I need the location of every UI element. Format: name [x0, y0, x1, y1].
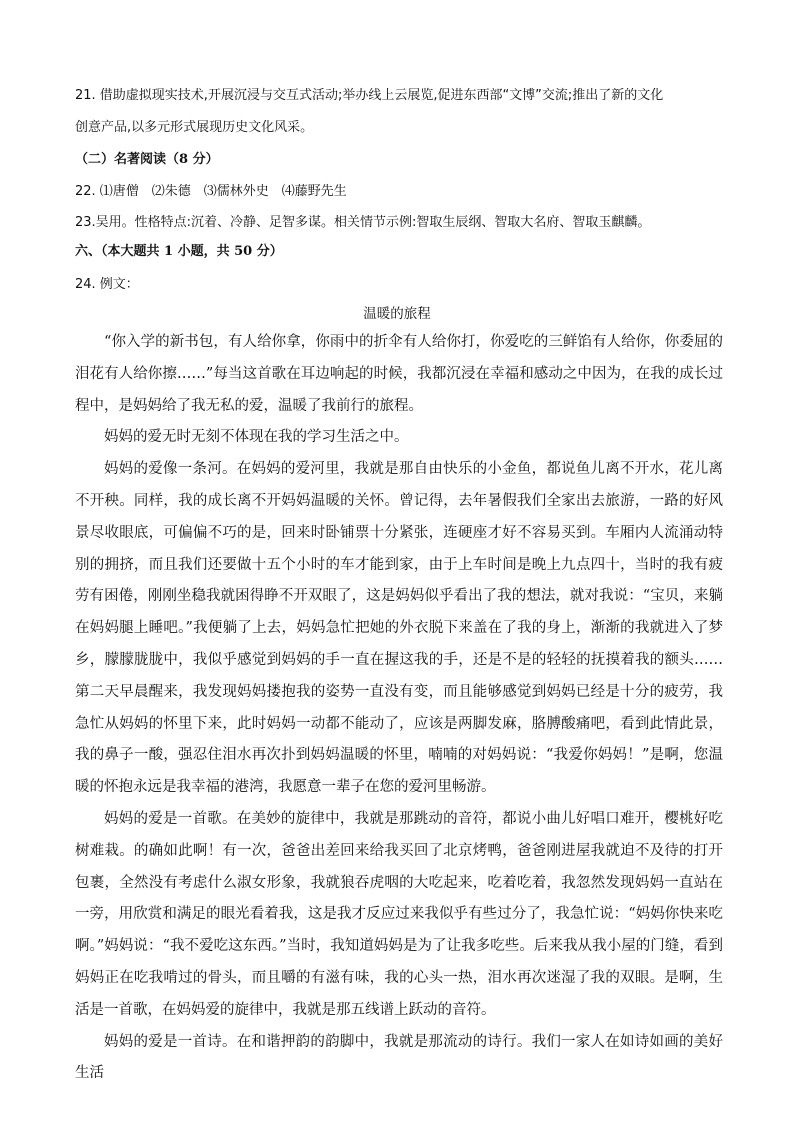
essay-paragraph: 妈妈的爱无时无刻不体现在我的学习生活之中。 — [104, 429, 409, 446]
essay-paragraph: 妈妈的爱是一首诗。在和谐押韵的韵脚中，我就是那流动的诗行。我们一家人在如诗如画的美好生活 — [75, 1033, 723, 1082]
answer-21-line-2: 创意产品,以多元形式展现历史文化风采。 — [75, 120, 314, 135]
essay-body — [75, 327, 723, 1090]
answer-24-label: 24. 例文： — [75, 277, 139, 292]
answer-21-line-1: 21. 借助虚拟现实技术,开展沉浸与交互式活动;举办线上云展览,促进东西部“文博”交流;推出了新的文化 — [75, 88, 664, 103]
essay-paragraph: 妈妈的爱是一首歌。在美妙的旋律中，我就是那跳动的音符，都说小曲儿好唱口难开，樱桃好吃树难栽。的确如此啊！有一次，爸爸出差回来给我买回了北京烤鸭，爸爸刚进屋我就迫不及待的打开包裹，全然没有考虑什么淑女形象，我就狼吞虎咽的大吃起来，吃着吃着，我忽然发现妈妈一直站在一旁，用欣赏和满足的眼光看着我，这是我才反应过来我似乎有些过分了，我急忙说：“妈妈你快来吃啊。”妈妈说：“我不爱吃这东西。”当时，我知道妈妈是为了让我多吃些。后来我从我小屋的门缝，看到妈妈正在吃我啃过的骨头，而且嚼的有滋有味，我的心头一热，泪水再次迷湿了我的双眼。是啊，生活是一首歌，在妈妈爱的旋律中，我就是那五线谱上跃动的音符。 — [75, 810, 723, 1018]
answer-22: 22. ⑴唐僧 ⑵朱德 ⑶儒林外史 ⑷藤野先生 — [75, 184, 347, 199]
essay-title: 温暖的旅程 — [363, 306, 431, 322]
essay-paragraph: 妈妈的爱像一条河。在妈妈的爱河里，我就是那自由快乐的小金鱼，都说鱼儿离不开水，花儿离不开秧。同样，我的成长离不开妈妈温暖的关怀。曾记得，去年暑假我们全家出去旅游，一路的好风景尽收眼底，可偏偏不巧的是，回来时卧铺票十分紧张，连硬座才好不容易买到。车厢内人流涌动特别的拥挤，而且我们还要做十五个小时的车才能到家，由于上车时间是晚上九点四十，当时的我有疲劳有困倦，刚刚坐稳我就困得睁不开双眼了，这是妈妈似乎看出了我的想法，就对我说：“宝贝，来躺在妈妈腿上睡吧。”我便躺了上去，妈妈急忙把她的外衣脱下来盖在了我的身上，渐渐的我就进入了梦乡，朦朦胧胧中，我似乎感觉到妈妈的手一直在握这我的手，还是不是的轻轻的抚摸着我的额头……第二天早晨醒来，我发现妈妈搂抱我的姿势一直没有变，而且能够感觉到妈妈已经是十分的疲劳，我急忙从妈妈的怀里下来，此时妈妈一动都不能动了，应该是两脚发麻，胳膊酸痛吧，看到此情此景，我的鼻子一酸，强忍住泪水再次扑到妈妈温暖的怀里，喃喃的对妈妈说：“我爱你妈妈！”是啊，您温暖的怀抱永远是我幸福的港湾，我愿意一辈子在您的爱河里畅游。 — [75, 461, 723, 796]
essay-paragraph: “你入学的新书包，有人给你拿，你雨中的折伞有人给你打，你爱吃的三鲜馅有人给你，你委屈的泪花有人给你擦……”每当这首歌在耳边响起的时候，我都沉浸在幸福和感动之中因为，在我的成长过程中，是妈妈给了我无私的爱，温暖了我前行的旅程。 — [75, 334, 723, 414]
section-heading-six: 六、（本大题共 1 小题，共 50 分） — [75, 244, 283, 259]
answer-23: 23.吴用。性格特点:沉着、冷静、足智多谋。相关情节示例:智取生辰纲、智取大名府、智取玉麒麟。 — [75, 215, 651, 230]
section-heading-classics-reading: （二）名著阅读（8 分） — [75, 152, 219, 167]
